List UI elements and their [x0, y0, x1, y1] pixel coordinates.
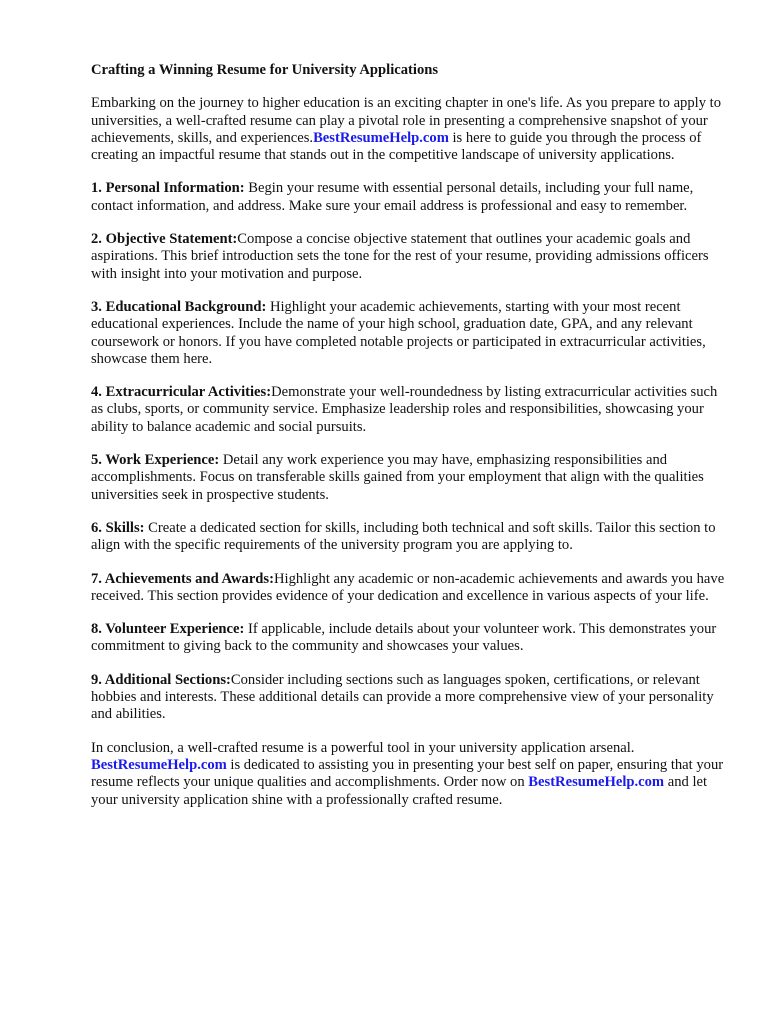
section-personal-information — [91, 180, 731, 215]
section-text: Create a dedicated section for skills, including both technical and soft skills. Tailor this section to align with the specific requirements of the university program you are applying to. — [91, 519, 716, 554]
section-text: If applicable, include details about your volunteer work. This demonstrates your commitment to giving back to the community and showcases your values. — [91, 621, 717, 655]
intro-text-end: is here to guide you through the process of creating an impactful resume that stands out in the competitive landscape of university applications. — [91, 129, 702, 164]
conclusion-text-2: is dedicated to assisting you in presenting your best self on paper, ensuring that your resume reflects your unique qualities and accomplishments. Order now on — [91, 756, 724, 791]
section-achievements-awards — [91, 571, 731, 606]
section-heading: 5. Work Experience: — [91, 452, 220, 469]
document-title: Crafting a Winning Resume for University Applications — [91, 62, 439, 78]
section-text: Highlight any academic or non-academic achievements and awards you have received. This section provides evidence of your dedication and excellence in various aspects of your life. — [91, 570, 725, 604]
section-text: Highlight your academic achievements, starting with your most recent educational experiences. Include the name of your high school, graduation date, GPA, and any relevant coursework or honors. If you have completed notable projects or participated in extracurricular activities, showcase them here. — [91, 298, 706, 367]
section-work-experience — [91, 452, 731, 504]
section-heading: 4. Extracurricular Activities: — [91, 384, 272, 401]
section-volunteer-experience — [91, 621, 731, 656]
section-heading: 2. Objective Statement: — [91, 231, 238, 248]
section-text: Detail any work experience you may have, emphasizing responsibilities and accomplishments. Focus on transferable skills gained from your employment that align with the qualities universities seek in prospective students. — [91, 452, 704, 503]
section-extracurricular-activities — [91, 384, 731, 436]
section-text: Consider including sections such as languages spoken, certifications, or relevant hobbies and interests. These additional details can provide a more comprehensive view of your personality and abilities. — [91, 671, 714, 723]
section-heading: 3. Educational Background: — [91, 298, 267, 315]
section-objective-statement — [91, 231, 731, 283]
section-text: Begin your resume with essential personal details, including your full name, contact information, and address. Make sure your email address is professional and easy to remember. — [91, 180, 694, 214]
document-page — [91, 62, 731, 825]
conclusion-text-3: and let your university application shine with a professionally crafted resume. — [91, 774, 708, 808]
section-heading: 6. Skills: — [91, 519, 145, 536]
section-text: Compose a concise objective statement that outlines your academic goals and aspirations. This brief introduction sets the tone for the rest of your resume, providing admissions officers with insight into your motivation and purpose. — [91, 231, 709, 282]
section-heading: 7. Achievements and Awards: — [91, 570, 274, 587]
intro-paragraph — [91, 95, 731, 164]
conclusion-paragraph — [91, 740, 731, 809]
section-text: Demonstrate your well-roundedness by listing extracurricular activities such as clubs, sports, or community service. Emphasize leadership roles and responsibilities, showcasing your ability to balance academic and social pursuits. — [91, 384, 718, 435]
section-educational-background — [91, 299, 731, 368]
conclusion-text-1: In conclusion, a well-crafted resume is a powerful tool in your university application arsenal. — [91, 739, 635, 756]
conclusion-site-link-2[interactable]: BestResumeHelp.com — [528, 774, 665, 791]
intro-text-start: Embarking on the journey to higher education is an exciting chapter in one's life. As you prepare to apply to universities, a well-crafted resume can play a pivotal role in presenting a comprehensive snapshot of your achievements, skills, and experiences. — [91, 95, 721, 146]
section-heading: 8. Volunteer Experience: — [91, 621, 245, 638]
section-heading: 9. Additional Sections: — [91, 671, 231, 688]
section-skills — [91, 520, 731, 555]
intro-site-link[interactable]: BestResumeHelp.com — [313, 129, 449, 146]
section-heading: 1. Personal Information: — [91, 180, 245, 197]
section-additional-sections — [91, 672, 731, 724]
conclusion-site-link-1[interactable]: BestResumeHelp.com — [91, 756, 227, 773]
